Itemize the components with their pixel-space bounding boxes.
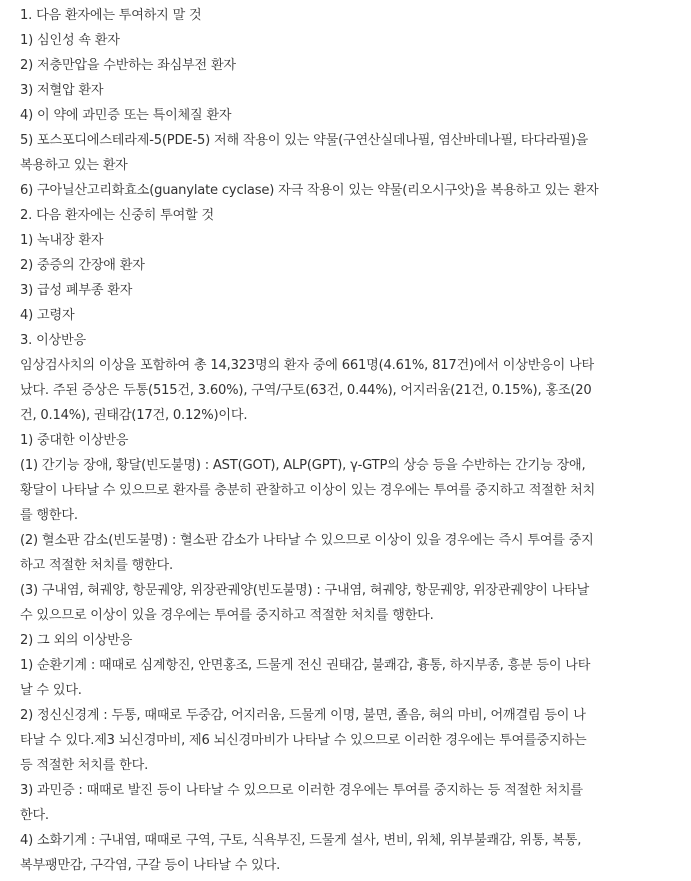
text-line: 건, 0.14%), 권태감(17건, 0.12%)이다.	[20, 408, 248, 423]
text-line: 2) 중증의 간장애 환자	[20, 258, 145, 273]
text-line: 1. 다음 환자에는 투여하지 말 것	[20, 8, 202, 23]
text-line: 3) 급성 폐부종 환자	[20, 283, 133, 298]
text-line: (3) 구내염, 혀궤양, 항문궤양, 위장관궤양(빈도불명) : 구내염, 혀궤양, 항문궤양, 위장관궤양이 나타날	[20, 583, 590, 598]
text-line: (2) 혈소판 감소(빈도불명) : 혈소판 감소가 나타날 수 있으므로 이상이 있을 경우에는 즉시 투여를 중지	[20, 533, 594, 548]
text-line: 1) 녹내장 환자	[20, 233, 104, 248]
text-line: 났다. 주된 증상은 두통(515건, 3.60%), 구역/구토(63건, 0.44%), 어지러움(21건, 0.15%), 홍조(20	[20, 383, 592, 398]
text-line: (1) 간기능 장애, 황달(빈도불명) : AST(GOT), ALP(GPT), γ-GTP의 상승 등을 수반하는 간기능 장애,	[20, 458, 586, 473]
text-line: 등 적절한 처치를 한다.	[20, 758, 149, 773]
text-line: 복용하고 있는 환자	[20, 158, 128, 173]
text-line: 1) 심인성 쇽 환자	[20, 33, 120, 48]
text-line: 5) 포스포디에스테라제-5(PDE-5) 저해 작용이 있는 약물(구연산실데나필, 염산바데나필, 타다라필)을	[20, 133, 589, 148]
text-line: 수 있으므로 이상이 있을 경우에는 투여를 중지하고 적절한 처치를 행한다.	[20, 608, 434, 623]
text-line: 1) 중대한 이상반응	[20, 433, 129, 448]
text-line: 3. 이상반응	[20, 333, 86, 348]
text-line: 하고 적절한 처치를 행한다.	[20, 558, 173, 573]
text-line: 날 수 있다.	[20, 683, 82, 698]
text-line: 3) 저혈압 환자	[20, 83, 104, 98]
text-line: 2. 다음 환자에는 신중히 투여할 것	[20, 208, 214, 223]
text-line: 2) 저충만압을 수반하는 좌심부전 환자	[20, 58, 236, 73]
text-line: 6) 구아닐산고리화효소(guanylate cyclase) 자극 작용이 있는 약물(리오시구앗)을 복용하고 있는 환자	[20, 183, 599, 198]
text-line: 2) 정신신경계 : 두통, 때때로 두중감, 어지러움, 드물게 이명, 불면, 졸음, 혀의 마비, 어깨결림 등이 나	[20, 708, 586, 723]
text-line: 2) 그 외의 이상반응	[20, 633, 133, 648]
text-line: 1) 순환기계 : 때때로 심계항진, 안면홍조, 드물게 전신 권태감, 불쾌감, 흉통, 하지부종, 흥분 등이 나타	[20, 658, 591, 673]
text-line: 4) 소화기계 : 구내염, 때때로 구역, 구토, 식욕부진, 드물게 설사, 변비, 위체, 위부불쾌감, 위통, 복통,	[20, 833, 582, 848]
text-line: 를 행한다.	[20, 508, 78, 523]
text-line: 4) 이 약에 과민증 또는 특이체질 환자	[20, 108, 232, 123]
text-line: 임상검사치의 이상을 포함하여 총 14,323명의 환자 중에 661명(4.61%, 817건)에서 이상반응이 나타	[20, 358, 595, 373]
text-line: 한다.	[20, 808, 49, 823]
text-line: 3) 과민증 : 때때로 발진 등이 나타날 수 있으므로 이러한 경우에는 투여를 중지하는 등 적절한 처치를	[20, 783, 583, 798]
text-line: 타날 수 있다.제3 뇌신경마비, 제6 뇌신경마비가 나타날 수 있으므로 이러한 경우에는 투여를중지하는	[20, 733, 587, 748]
text-line: 황달이 나타날 수 있으므로 환자를 충분히 관찰하고 이상이 있는 경우에는 투여를 중지하고 적절한 처치	[20, 483, 596, 498]
text-line: 복부팽만감, 구각염, 구갈 등이 나타날 수 있다.	[20, 858, 281, 873]
text-line: 4) 고령자	[20, 308, 75, 323]
